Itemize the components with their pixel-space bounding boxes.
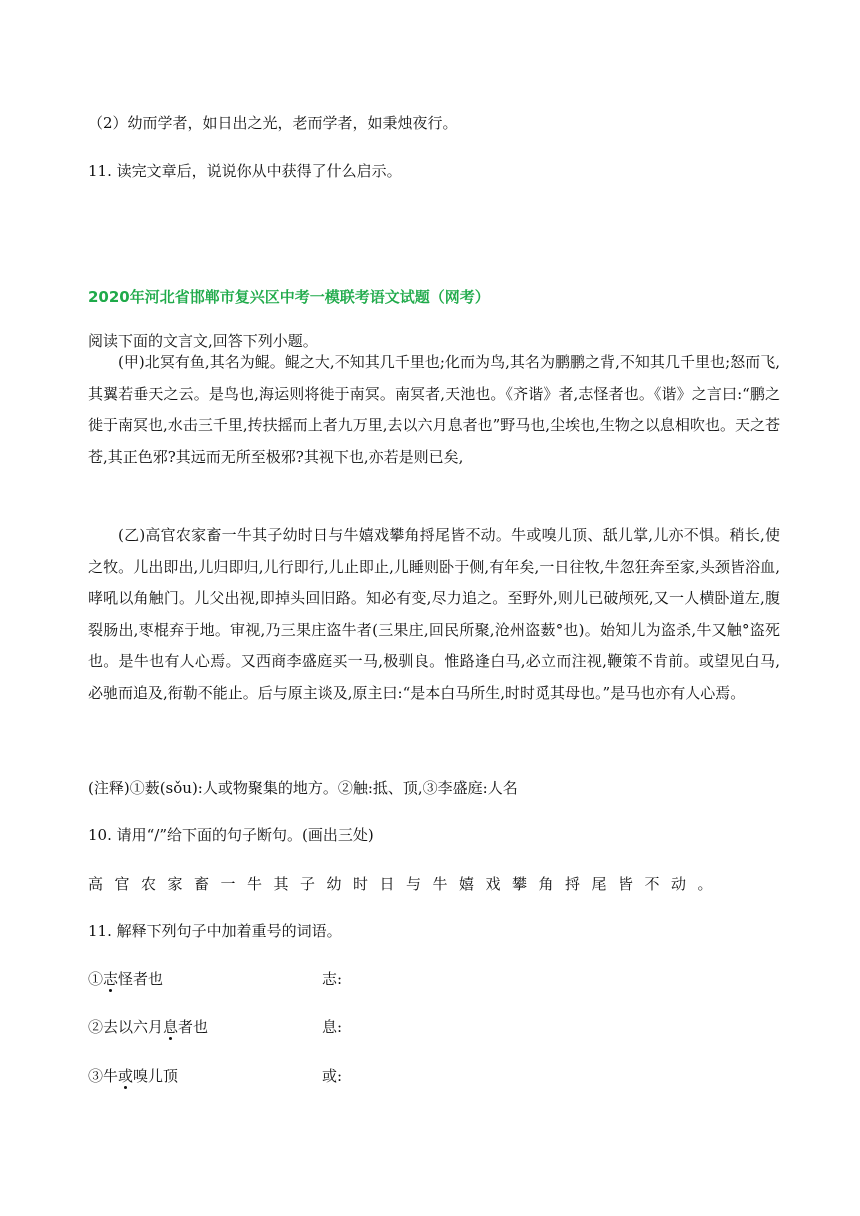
- section-title: 2020年河北省邯郸市复兴区中考一模联考语文试题（网考）: [88, 288, 490, 306]
- vocab-text: 者也: [178, 1018, 209, 1036]
- answer-label: 息:: [322, 1018, 343, 1036]
- answer-label: 志:: [322, 970, 343, 988]
- question-10: 10. 请用“/”给下面的句子断句。(画出三处): [88, 826, 374, 844]
- annotation-notes: (注释)①薮(sǒu):人或物聚集的地方。②触:抵、顶,③李盛庭:人名: [88, 779, 518, 797]
- vocab-item: [88, 969, 800, 989]
- answer-label: 或:: [322, 1067, 343, 1085]
- vocab-number: ③: [88, 1067, 104, 1085]
- emphasis-dotted-word: 或: [118, 1067, 134, 1085]
- passage-b: (乙)高官农家畜一牛其子幼时日与牛嬉戏攀角捋尾皆不动。牛或嗅儿顶、舐儿掌,儿亦不惧。稍长,使之牧。儿出即出,儿归即归,儿行即行,儿止即止,儿睡则卧于侧,有年矣,一日往牧,牛忽狂奔至家,头颈皆浴血,哮吼以角触门。儿父出视,即掉头回旧路。知必有变,尽力追之。至野外,则儿已破颅死,又一人横卧道左,腹裂肠出,枣棍弃于地。审视,乃三果庄盗牛者(三果庄,回民所聚,沧州盗薮°也)。始知儿为盗杀,牛又触°盗死也。是牛也有人心焉。又西商李盛庭买一马,极驯良。惟路逢白马,必立而注视,鞭策不肯前。或望见白马,必驰而追及,衔勒不能止。后与原主谈及,原主曰:“是本白马所生,时时觅其母也。”是马也亦有人心焉。: [88, 526, 780, 702]
- vocab-item: [88, 1066, 800, 1086]
- question-11: 11. 解释下列句子中加着重号的词语。: [88, 922, 342, 940]
- vocab-text: 怪者也: [118, 970, 164, 988]
- vocab-text: 嗅儿顶: [133, 1067, 179, 1085]
- question-10-sentence: 高官农家畜一牛其子幼时日与牛嬉戏攀角捋尾皆不动。: [88, 875, 725, 893]
- previous-question-11: 11. 读完文章后，说说你从中获得了什么启示。: [88, 162, 402, 180]
- emphasis-dotted-word: 息: [163, 1018, 179, 1036]
- emphasis-dotted-word: 志: [103, 970, 119, 988]
- vocab-number: ①: [88, 970, 104, 988]
- passage-a: (甲)北冥有鱼,其名为鲲。鲲之大,不知其几千里也;化而为鸟,其名为鹏鹏之背,不知其几千里也;怒而飞,其翼若垂天之云。是鸟也,海运则将徙于南冥。南冥者,天池也。《齐谐》者,志怪者也。《谐》之言曰:“鹏之徙于南冥也,水击三千里,抟扶摇而上者九万里,去以六月息者也”野马也,尘埃也,生物之以息相吹也。天之苍苍,其正色邪?其远而无所至极邪?其视下也,亦若是则已矣,: [88, 353, 780, 466]
- vocab-text: 牛: [103, 1067, 119, 1085]
- vocab-text: 去以六月: [103, 1018, 164, 1036]
- vocab-item: [88, 1017, 800, 1037]
- reading-instruction: 阅读下面的文言文,回答下列小题。: [88, 332, 318, 350]
- previous-question-line: （2）幼而学者，如日出之光，老而学者，如秉烛夜行。: [88, 114, 458, 132]
- vocab-number: ②: [88, 1018, 104, 1036]
